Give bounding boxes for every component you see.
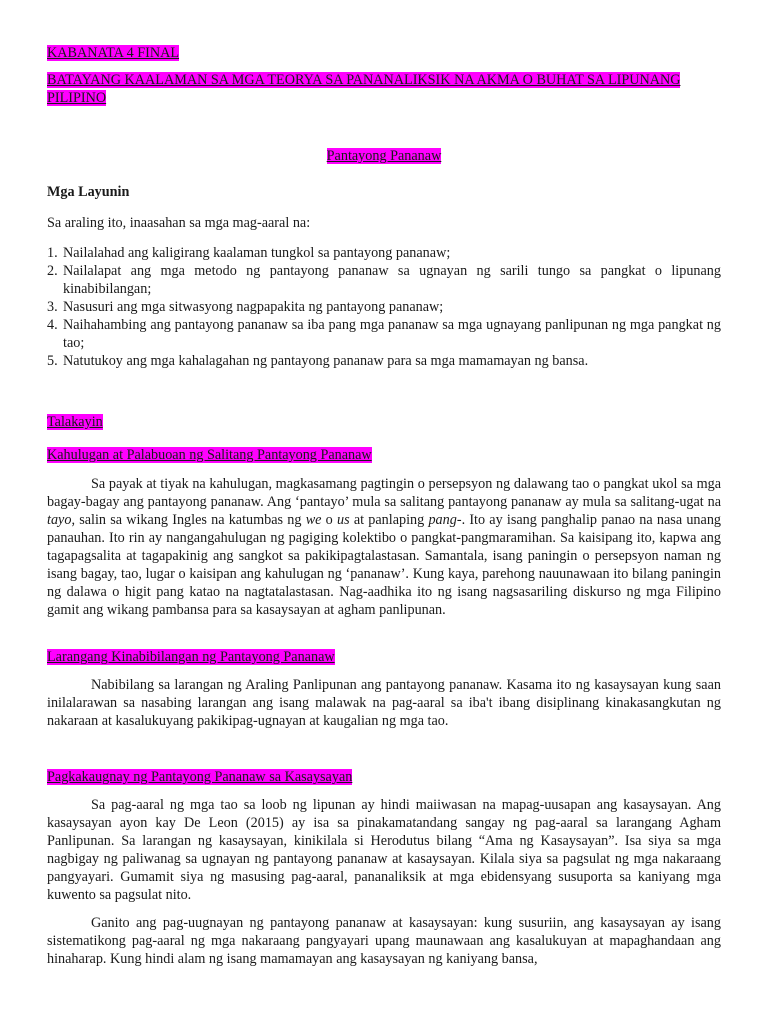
list-item: 3. Nasusuri ang mga sitwasyong nagpapakita ng pantayong pananaw; <box>47 299 444 315</box>
paragraph-kasaysayan-2: Ganito ang pag-uugnayan ng pantayong pananaw at kasaysayan: kung susuriin, ang kasaysayan ay isang sistematikong pag-aaral ng mga nakaraang pangyayari upang maunawaan ang kasalukuyan at mapaghandaan ang hinaharap. Kung hindi alam ng isang mamamayan ang kasaysayan ng kaniyang bansa, <box>47 915 721 967</box>
document-title: BATAYANG KAALAMAN SA MGA TEORYA SA PANANALIKSIK NA AKMA O BUHAT SA LIPUNANG PILIPINO <box>47 72 681 106</box>
chapter-label: KABANATA 4 FINAL <box>47 45 180 61</box>
objectives-intro: Sa araling ito, inaasahan sa mga mag-aaral na: <box>47 215 311 231</box>
objectives-list <box>47 244 721 370</box>
section-subtitle: Pantayong Pananaw <box>326 148 442 164</box>
section-heading-larangan: Larangang Kinabibilangan ng Pantayong Pananaw <box>47 649 335 665</box>
list-item: 4. Naihahambing ang pantayong pananaw sa iba pang mga pananaw sa mga ugnayang panlipunan ng mga pangkat ng tao; <box>47 317 721 351</box>
list-item: 2. Nailalapat ang mga metodo ng pantayong pananaw sa ugnayan ng sarili tungo sa pangkat o lipunang kinabibilangan; <box>47 263 721 297</box>
paragraph-kasaysayan-1: Sa pag-aaral ng mga tao sa loob ng lipunan ay hindi maiiwasan na mapag-uusapan ang kasaysayan. Ang kasaysayan ayon kay De Leon (2015) ay isa sa pinakamatandang sangay ng pag-aaral sa larangang Agham Panlipunan. Sa larangan ng kasaysayan, kinikilala si Herodutus bilang “Ama ng Kasaysayan”. Isa siya sa mga nagbigay ng paliwanag sa ugnayan ng pantayong pananaw at kasaysayan. Kilala siya sa pagsulat ng mga nakaraang pangyayari. Gumamit siya ng masusing pag-aaral, pananaliksik at mga ebidensyang susuporta sa kaniyang mga kuwento sa pagsulat nito. <box>47 797 721 903</box>
paragraph-kahulugan: Sa payak at tiyak na kahulugan, magkasamang pagtingin o persepsyon ng dalawang tao o pangkat ukol sa mga bagay-bagay ang pantayong pananaw. Ang ‘pantayo’ mula sa salitang pantayong pananaw ay mula sa salitang-ugat na tayo, salin sa wikang Ingles na katumbas ng we o us at panlaping pang-. Ito ay isang panghalip panao na nasa unang panauhan. Ito rin ay nangangahulugan ng pagiging kolektibo o pangkat-pangmaramihan. Sa kaisipang ito, kapwa ang tagapagsalita at tagapakinig ang sangkot sa pakikipagtalastasan. Samantala, isang paningin o persepsyon naman ng isang bagay, tao, lugar o kaisipan ang kahulugan ng ‘pananaw’. Kung kaya, parehong nauunawaan ito bilang paningin ng dalawa o higit pang katao na nagtatalastasan. Nag-aadhika ito ng isang nagsasariling diskurso ng mga Filipino gamit ang wikang pambansa para sa kasaysayan at agham panlipunan. <box>47 476 722 618</box>
list-item: 1. Nailalahad ang kaligirang kaalaman tungkol sa pantayong pananaw; <box>47 245 451 261</box>
section-heading-kasaysayan: Pagkakaugnay ng Pantayong Pananaw sa Kasaysayan <box>47 769 353 785</box>
talakayin-label: Talakayin <box>47 414 103 430</box>
list-item: 5. Natutukoy ang mga kahalagahan ng pantayong pananaw para sa mga mamamayan ng bansa. <box>47 353 589 369</box>
objectives-heading: Mga Layunin <box>47 184 130 200</box>
section-heading-kahulugan: Kahulugan at Palabuoan ng Salitang Pantayong Pananaw <box>47 447 372 463</box>
paragraph-larangan: Nabibilang sa larangan ng Araling Panlipunan ang pantayong pananaw. Kasama ito ng kasaysayan kung saan inilalarawan sa nasabing larangan ang isang malawak na pag-aaral sa iba't ibang disiplinang kinakasangkutan ng nakaraan at kasalukuyang pakikipag-ugnayan at kaugalian ng mga tao. <box>47 677 721 729</box>
